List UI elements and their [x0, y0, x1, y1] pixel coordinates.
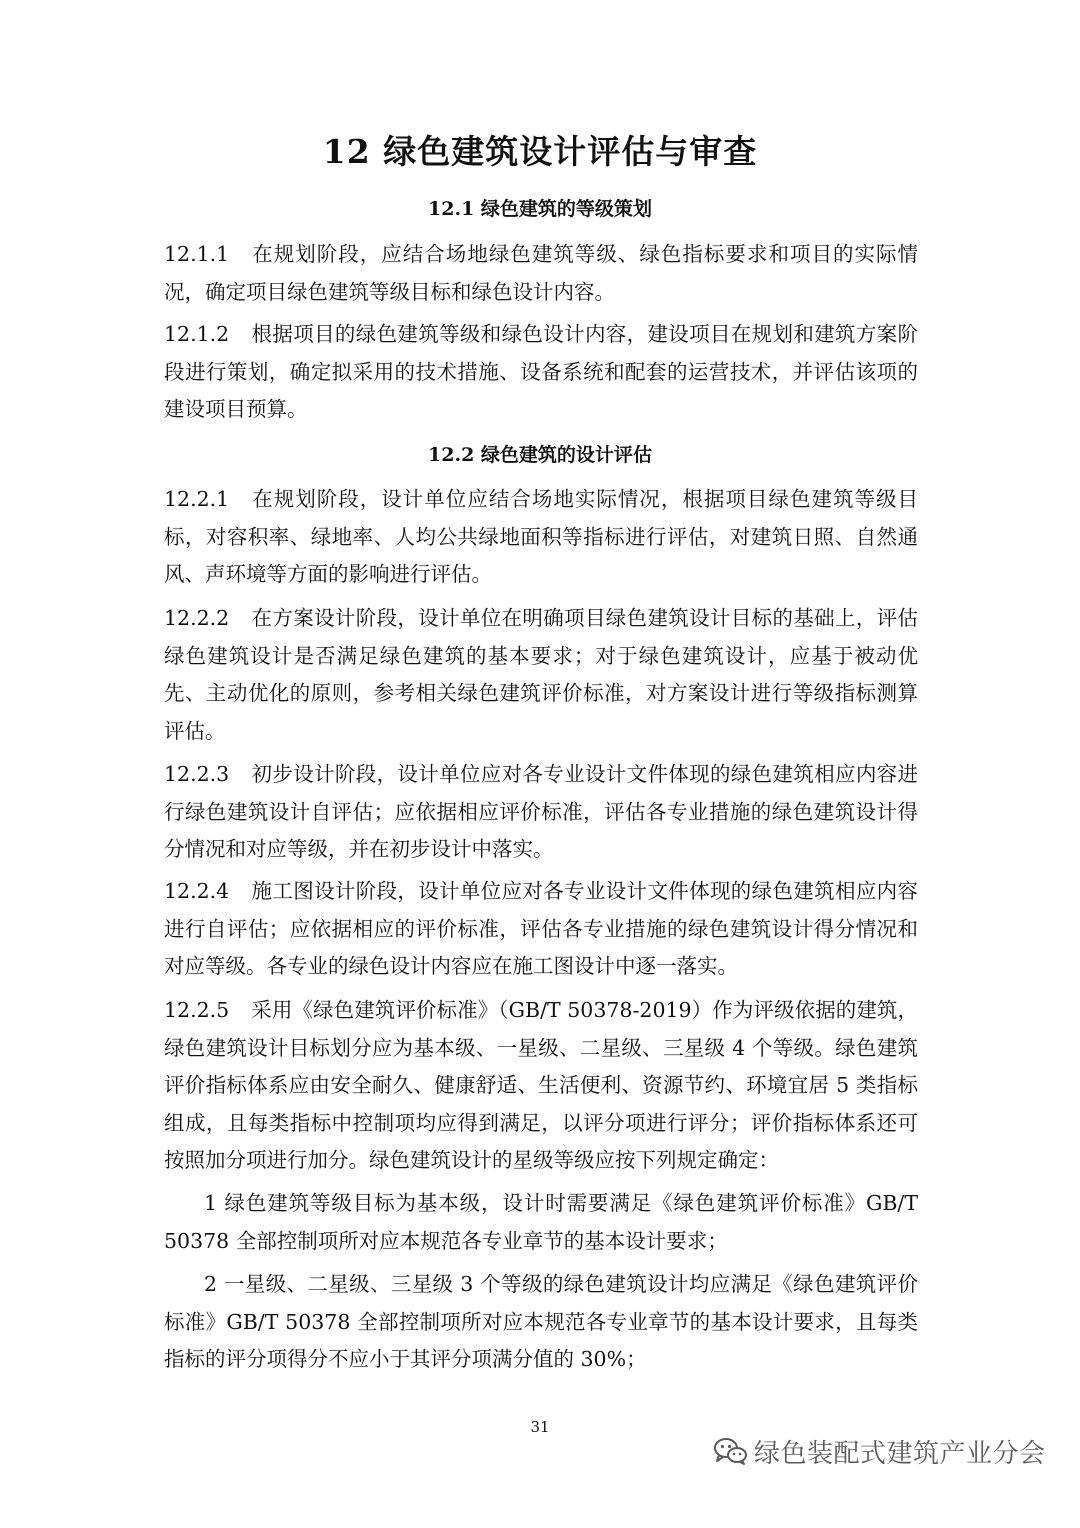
clause-12-1-1: [164, 236, 918, 311]
clause-text: 采用《绿色建筑评价标准》（GB/T 50378-2019）作为评级依据的建筑，绿色建筑设计目标划分应为基本级、一星级、二星级、三星级 4 个等级。绿色建筑评价指标体系应由安全耐久、健康舒适、生活便利、资源节约、环境宜居 5 类指标组成，且每类指标中控制项均应得到满足，以评分项进行评分；评价指标体系还可按照加分项进行加分。绿色建筑设计的星级等级应按下列规定确定：: [164, 998, 918, 1172]
page-number: 31: [530, 1418, 550, 1436]
clause-12-2-4: [164, 873, 918, 986]
clause-text: 在规划阶段，应结合场地绿色建筑等级、绿色指标要求和项目的实际情况，确定项目绿色建筑等级目标和绿色设计内容。: [164, 242, 918, 304]
clause-number: 12.1.1: [164, 242, 230, 266]
clause-12-2-1: [164, 481, 918, 594]
clause-number: 12.2.1: [164, 487, 230, 511]
clause-text: 在规划阶段，设计单位应结合场地实际情况，根据项目绿色建筑等级目标，对容积率、绿地率、人均公共绿地面积等指标进行评估，对建筑日照、自然通风、声环境等方面的影响进行评估。: [164, 487, 918, 586]
clause-text: 施工图设计阶段，设计单位应对各专业设计文件体现的绿色建筑相应内容进行自评估；应依据相应的评价标准，评估各专业措施的绿色建筑设计得分情况和对应等级。各专业的绿色设计内容应在施工图设计中逐一落实。: [164, 879, 918, 978]
list-item-2: 2 一星级、二星级、三星级 3 个等级的绿色建筑设计均应满足《绿色建筑评价标准》GB/T 50378 全部控制项所对应本规范各专业章节的基本设计要求，且每类指标的评分项得分不应小于其评分项满分值的 30%；: [164, 1272, 918, 1371]
wechat-icon: [712, 1436, 748, 1466]
clause-number: 12.2.5: [164, 998, 230, 1022]
clause-text: 初步设计阶段，设计单位应对各专业设计文件体现的绿色建筑相应内容进行绿色建筑设计自评估；应依据相应评价标准，评估各专业措施的绿色建筑设计得分情况和对应等级，并在初步设计中落实。: [164, 762, 918, 861]
clause-text: 在方案设计阶段，设计单位在明确项目绿色建筑设计目标的基础上，评估绿色建筑设计是否满足绿色建筑的基本要求；对于绿色建筑设计，应基于被动优先、主动优化的原则，参考相关绿色建筑评价标准，对方案设计进行等级指标测算评估。: [164, 606, 918, 743]
clause-number: 12.2.4: [164, 879, 230, 903]
watermark-text: 绿色装配式建筑产业分会: [754, 1438, 1046, 1469]
clause-12-2-2: [164, 600, 918, 750]
watermark: [712, 1433, 1046, 1469]
clause-12-1-2: [164, 316, 918, 429]
clause-number: 12.1.2: [164, 322, 230, 346]
section-title-12-1: 12.1 绿色建筑的等级策划: [428, 198, 652, 220]
section-title-12-2: 12.2 绿色建筑的设计评估: [428, 444, 652, 466]
clause-number: 12.2.3: [164, 762, 230, 786]
list-item-1: 1 绿色建筑等级目标为基本级，设计时需要满足《绿色建筑评价标准》GB/T 50378 全部控制项所对应本规范各专业章节的基本设计要求；: [164, 1191, 918, 1253]
clause-12-2-5: [164, 992, 918, 1180]
clause-12-2-3: [164, 756, 918, 869]
clause-number: 12.2.2: [164, 606, 230, 630]
chapter-title: 12 绿色建筑设计评估与审查: [322, 132, 758, 171]
clause-text: 根据项目的绿色建筑等级和绿色设计内容，建设项目在规划和建筑方案阶段进行策划，确定拟采用的技术措施、设备系统和配套的运营技术，并评估该项的建设项目预算。: [164, 322, 918, 421]
